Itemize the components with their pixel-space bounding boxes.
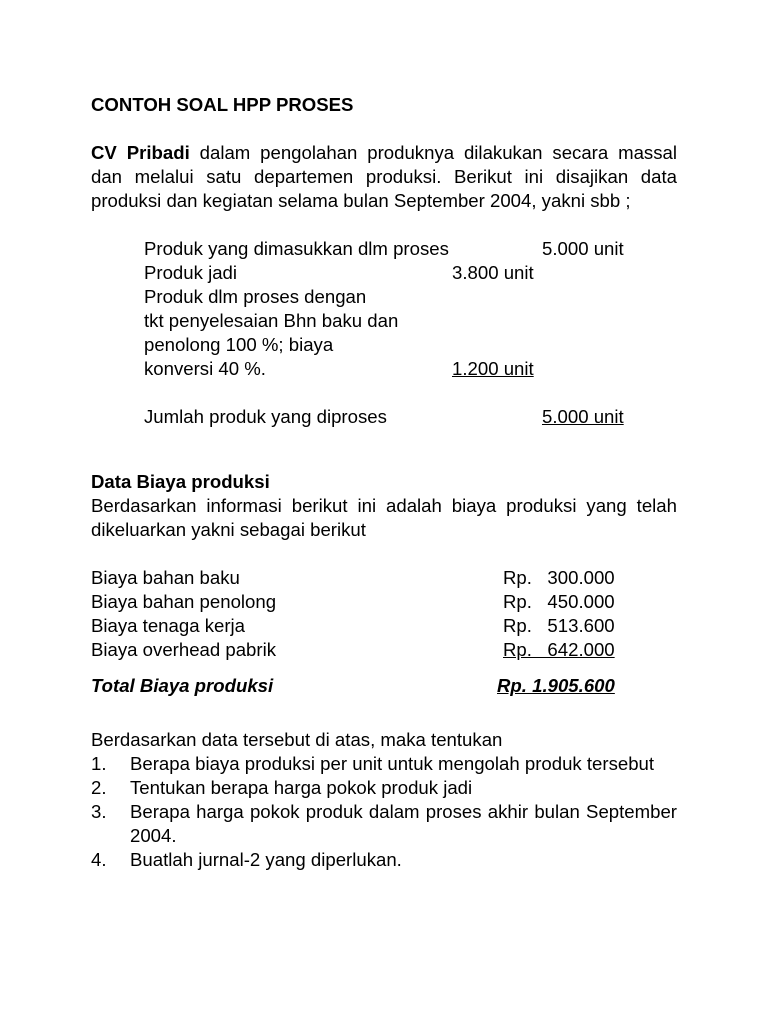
cost-label: Biaya bahan baku [91, 567, 240, 588]
cost-heading: Data Biaya produksi [91, 471, 270, 492]
cost-intro: Berdasarkan informasi berikut ini adalah biaya produksi yang telah dikeluarkan yakni sebagai berikut [91, 495, 677, 540]
production-row [91, 357, 677, 381]
list-item [91, 848, 677, 872]
cost-value: Rp. 300.000 [503, 567, 615, 588]
list-number: 1. [91, 753, 107, 774]
cost-value: Rp. 513.600 [503, 615, 615, 636]
production-row [91, 333, 677, 357]
cost-total-label: Total Biaya produksi [91, 675, 274, 696]
list-number: 3. [91, 801, 107, 822]
cost-total-value: Rp. 1.905.600 [497, 675, 615, 696]
cost-value: Rp. 450.000 [503, 591, 615, 612]
cost-row [91, 614, 677, 638]
cost-row [91, 590, 677, 614]
company-name: CV Pribadi [91, 142, 190, 163]
production-row [91, 261, 677, 285]
cost-total-row [91, 674, 677, 704]
production-row [91, 285, 677, 309]
cost-value: Rp. 642.000 [503, 639, 615, 660]
production-label: Produk jadi [144, 262, 238, 283]
production-value: 5.000 unit [542, 238, 624, 259]
production-table [91, 237, 677, 429]
production-total-value: 5.000 unit [542, 406, 624, 427]
cost-table [91, 566, 677, 662]
list-text: Berapa harga pokok produk dalam proses akhir bulan September 2004. [130, 801, 677, 846]
cost-row [91, 638, 677, 662]
list-text: Berapa biaya produksi per unit untuk mengolah produk tersebut [130, 753, 655, 774]
intro-paragraph [91, 141, 677, 213]
questions-intro: Berdasarkan data tersebut di atas, maka tentukan [91, 729, 503, 750]
production-label: Produk dlm proses dengan [144, 286, 367, 307]
production-label: tkt penyelesaian Bhn baku dan [144, 310, 399, 331]
cost-label: Biaya overhead pabrik [91, 639, 277, 660]
list-text: Tentukan berapa harga pokok produk jadi [130, 777, 473, 798]
production-row [91, 237, 677, 261]
production-label: konversi 40 %. [144, 358, 266, 379]
cost-label: Biaya tenaga kerja [91, 615, 246, 636]
production-total-row [91, 405, 677, 429]
list-item [91, 776, 677, 800]
cost-label: Biaya bahan penolong [91, 591, 277, 612]
page-title: CONTOH SOAL HPP PROSES [91, 94, 354, 115]
production-label: penolong 100 %; biaya [144, 334, 334, 355]
questions-list [91, 752, 677, 872]
intro-text: dalam pengolahan produknya dilakukan secara massal dan melalui satu departemen produksi. Berikut ini disajikan data produksi dan kegiatan selama bulan September 2004, yakni sbb ; [91, 142, 677, 211]
list-item [91, 752, 677, 776]
production-value: 1.200 unit [452, 358, 534, 379]
production-label: Produk yang dimasukkan dlm proses [144, 238, 449, 259]
cost-row [91, 566, 677, 590]
production-total-label: Jumlah produk yang diproses [144, 406, 387, 427]
list-number: 2. [91, 777, 107, 798]
list-text: Buatlah jurnal-2 yang diperlukan. [130, 849, 402, 870]
list-item [91, 800, 677, 848]
production-value: 3.800 unit [452, 262, 534, 283]
list-number: 4. [91, 849, 107, 870]
document-page [91, 93, 677, 872]
production-row [91, 309, 677, 333]
